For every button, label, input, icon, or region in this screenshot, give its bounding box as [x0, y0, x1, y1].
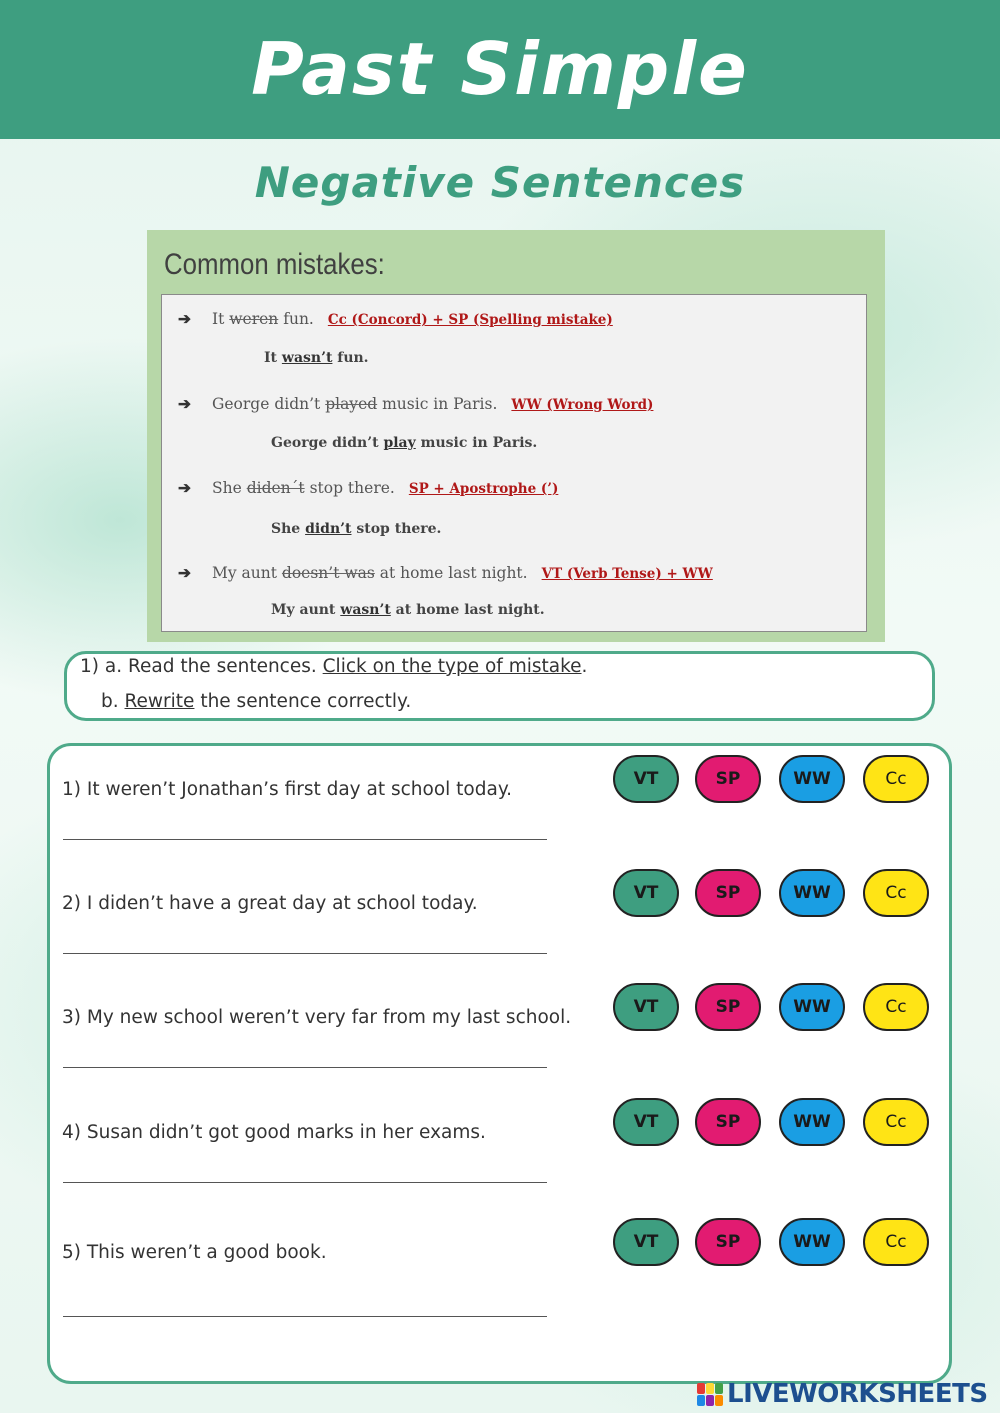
correction-1: It wasn’t fun. — [264, 350, 369, 366]
mistake-example-1: ➔ It weren fun. Cc (Concord) + SP (Spelling mistake) — [178, 309, 613, 328]
choice-ww-button[interactable]: WW — [779, 1098, 845, 1146]
question-row-1 — [50, 769, 955, 869]
choice-sp-button[interactable]: SP — [695, 983, 761, 1031]
mistake-example-4: ➔ My aunt doesn’t was at home last night. VT (Verb Tense) + WW — [178, 563, 713, 582]
choice-ww-button[interactable]: WW — [779, 983, 845, 1031]
question-text: 5) This weren’t a good book. — [62, 1242, 327, 1263]
mistake-choices — [613, 755, 933, 805]
arrow-icon: ➔ — [178, 563, 191, 582]
correction-4: My aunt wasn’t at home last night. — [271, 602, 545, 618]
mistake-choices — [613, 869, 933, 919]
answer-line[interactable] — [63, 953, 547, 954]
choice-cc-button[interactable]: Cc — [863, 869, 929, 917]
arrow-icon: ➔ — [178, 394, 191, 413]
exercise-box — [47, 743, 952, 1384]
instructions-box — [64, 651, 935, 721]
choice-cc-button[interactable]: Cc — [863, 1098, 929, 1146]
mistake-choices — [613, 1218, 933, 1268]
wrong-word: weren — [229, 310, 279, 328]
common-mistakes-heading: Common mistakes: — [164, 248, 385, 281]
page-title: Past Simple — [251, 26, 749, 111]
arrow-icon: ➔ — [178, 478, 191, 497]
logo-text: LIVEWORKSHEETS — [727, 1379, 988, 1409]
choice-vt-button[interactable]: VT — [613, 755, 679, 803]
instruction-a: 1) a. Read the sentences. Click on the type of mistake. — [80, 656, 588, 677]
choice-sp-button[interactable]: SP — [695, 1098, 761, 1146]
mistake-choices — [613, 983, 933, 1033]
mistake-tag: SP + Apostrophe (’) — [408, 481, 559, 497]
title-banner — [0, 0, 1000, 139]
choice-ww-button[interactable]: WW — [779, 869, 845, 917]
correction-3: She didn’t stop there. — [271, 521, 442, 537]
question-row-3 — [50, 997, 955, 1097]
answer-line[interactable] — [63, 1182, 547, 1183]
mistakes-examples-box — [161, 294, 867, 632]
wrong-word: diden´t — [246, 479, 305, 497]
common-mistakes-panel — [147, 230, 885, 642]
answer-line[interactable] — [63, 1316, 547, 1317]
choice-sp-button[interactable]: SP — [695, 755, 761, 803]
corrected-word: wasn’t — [340, 602, 391, 618]
choice-vt-button[interactable]: VT — [613, 983, 679, 1031]
logo-mark-icon — [697, 1383, 723, 1406]
choice-vt-button[interactable]: VT — [613, 1218, 679, 1266]
mistake-tag: VT (Verb Tense) + WW — [541, 566, 713, 582]
correction-2: George didn’t play music in Paris. — [271, 435, 538, 451]
arrow-icon: ➔ — [178, 309, 191, 328]
wrong-word: played — [325, 395, 378, 413]
question-row-4 — [50, 1112, 955, 1212]
answer-line[interactable] — [63, 1067, 547, 1068]
mistake-choices — [613, 1098, 933, 1148]
instruction-b: b. Rewrite the sentence correctly. — [101, 691, 412, 712]
corrected-word: play — [383, 435, 416, 451]
choice-sp-button[interactable]: SP — [695, 869, 761, 917]
choice-cc-button[interactable]: Cc — [863, 1218, 929, 1266]
choice-ww-button[interactable]: WW — [779, 755, 845, 803]
wrong-word: doesn’t was — [281, 564, 375, 582]
question-text: 3) My new school weren’t very far from my last school. — [62, 1007, 572, 1028]
question-row-2 — [50, 883, 955, 983]
choice-cc-button[interactable]: Cc — [863, 755, 929, 803]
question-text: 1) It weren’t Jonathan’s first day at school today. — [62, 779, 513, 800]
answer-line[interactable] — [63, 839, 547, 840]
choice-sp-button[interactable]: SP — [695, 1218, 761, 1266]
corrected-word: wasn’t — [281, 350, 333, 366]
page-subtitle: Negative Sentences — [254, 158, 746, 207]
mistake-tag: WW (Wrong Word) — [511, 397, 654, 413]
question-text: 2) I diden’t have a great day at school today. — [62, 893, 478, 914]
mistake-example-3: ➔ She diden´t stop there. SP + Apostrophe (’) — [178, 478, 559, 497]
question-text: 4) Susan didn’t got good marks in her exams. — [62, 1122, 486, 1143]
mistake-example-2: ➔ George didn’t played music in Paris. WW (Wrong Word) — [178, 394, 654, 413]
liveworksheets-logo — [697, 1378, 988, 1410]
choice-ww-button[interactable]: WW — [779, 1218, 845, 1266]
mistake-tag: Cc (Concord) + SP (Spelling mistake) — [327, 312, 613, 328]
choice-cc-button[interactable]: Cc — [863, 983, 929, 1031]
corrected-word: didn’t — [305, 521, 352, 537]
choice-vt-button[interactable]: VT — [613, 869, 679, 917]
choice-vt-button[interactable]: VT — [613, 1098, 679, 1146]
question-row-5 — [50, 1232, 955, 1332]
